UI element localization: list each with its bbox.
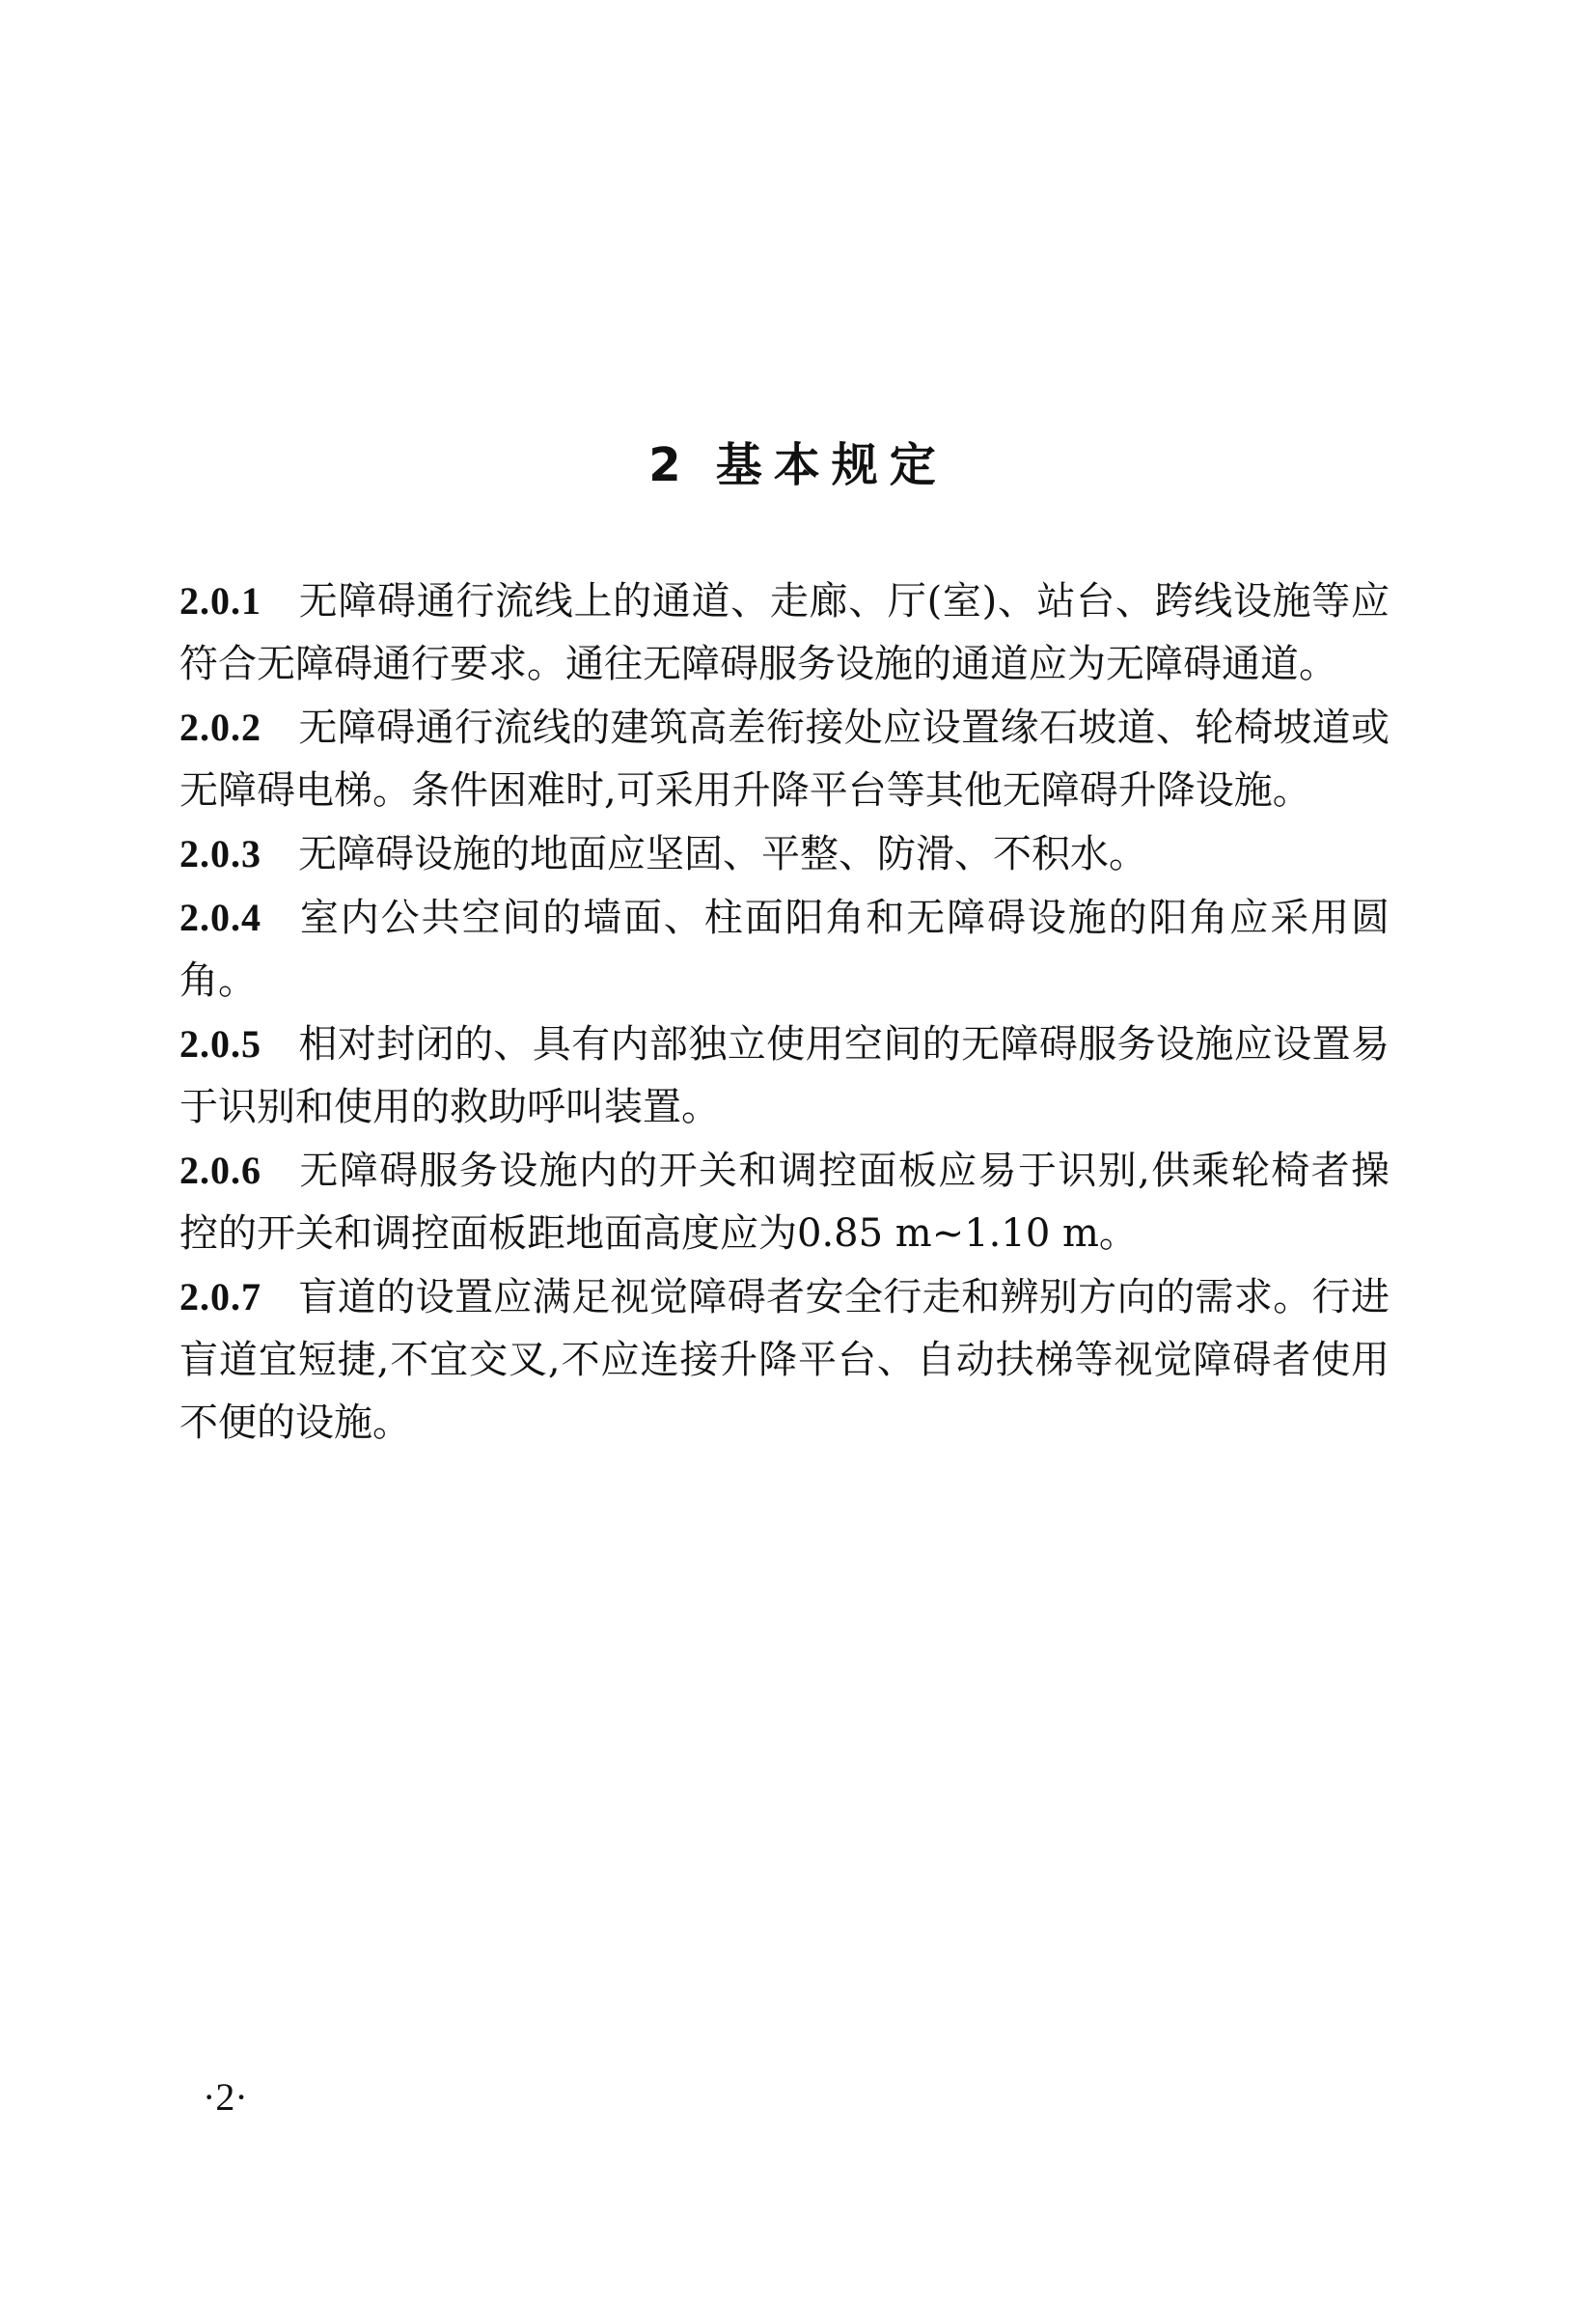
chapter-title: 基本规定	[715, 438, 948, 492]
page-number: ·2·	[203, 2075, 248, 2119]
clause-2-0-3	[179, 822, 1390, 886]
clause-2-0-6	[179, 1139, 1390, 1265]
clause-2-0-2	[179, 696, 1390, 822]
clause-text: 无障碍设施的地面应坚固、平整、防滑、不积水。	[298, 832, 1147, 876]
clause-number: 2.0.6	[179, 1149, 261, 1192]
chapter-heading	[0, 436, 1596, 494]
clause-2-0-1	[179, 569, 1390, 696]
clause-text: 无障碍通行流线上的通道、走廊、厅(室)、站台、跨线设施等应符合无障碍通行要求。通往无障碍服务设施的通道应为无障碍通道。	[179, 579, 1390, 686]
clause-number: 2.0.7	[179, 1275, 261, 1318]
clause-2-0-5	[179, 1013, 1390, 1139]
clause-number: 2.0.1	[179, 579, 261, 623]
clause-2-0-4	[179, 886, 1390, 1013]
clause-number: 2.0.4	[179, 896, 261, 939]
clause-number: 2.0.2	[179, 706, 261, 749]
chapter-number: 2	[648, 438, 681, 492]
clause-text: 无障碍通行流线的建筑高差衔接处应设置缘石坡道、轮椅坡道或无障碍电梯。条件困难时,可采用升降平台等其他无障碍升降设施。	[179, 706, 1390, 813]
clause-text: 盲道的设置应满足视觉障碍者安全行走和辨别方向的需求。行进盲道宜短捷,不宜交叉,不应连接升降平台、自动扶梯等视觉障碍者使用不便的设施。	[179, 1275, 1390, 1445]
clause-text: 室内公共空间的墙面、柱面阳角和无障碍设施的阳角应采用圆角。	[179, 896, 1390, 1003]
clause-text: 相对封闭的、具有内部独立使用空间的无障碍服务设施应设置易于识别和使用的救助呼叫装置。	[179, 1022, 1390, 1129]
clause-2-0-7	[179, 1265, 1390, 1455]
clause-text: 无障碍服务设施内的开关和调控面板应易于识别,供乘轮椅者操控的开关和调控面板距地面高度应为0.85 m~1.10 m。	[179, 1149, 1390, 1256]
clause-number: 2.0.3	[179, 832, 261, 875]
clause-number: 2.0.5	[179, 1022, 261, 1066]
clause-list	[179, 569, 1390, 1455]
